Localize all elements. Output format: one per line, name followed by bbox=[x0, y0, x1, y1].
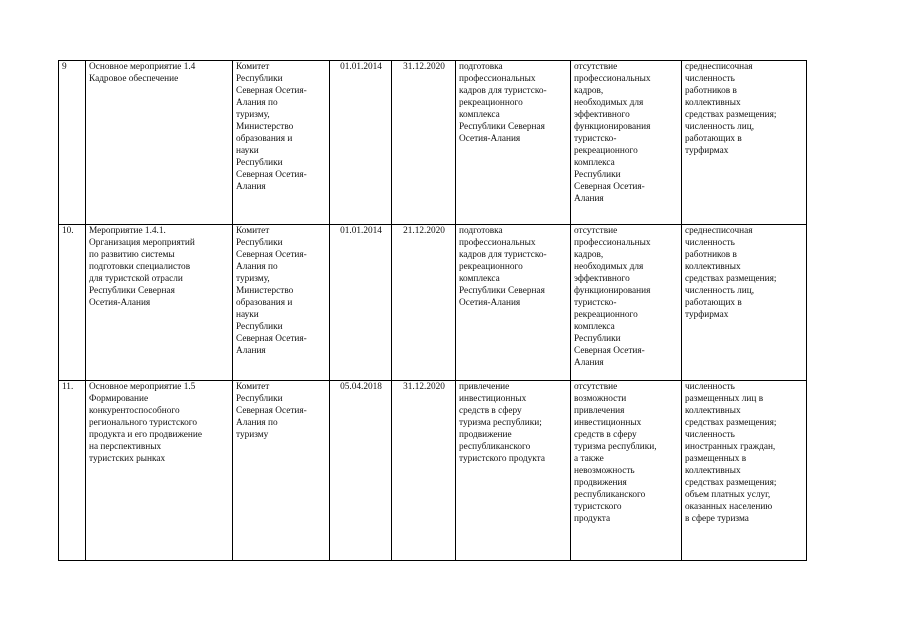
executor-cell-line: Алания bbox=[236, 346, 266, 356]
indicator-cell-line: размещенных в bbox=[685, 454, 747, 464]
consequence-cell-line: комплекса bbox=[574, 158, 615, 168]
executor-cell-line: Алания bbox=[236, 182, 266, 192]
end-date-cell-text: 31.12.2020 bbox=[403, 62, 445, 72]
program-events-table bbox=[58, 60, 807, 561]
indicator-cell-line: средствах размещения; bbox=[685, 418, 777, 428]
executor-cell-line: Северная Осетия- bbox=[236, 406, 307, 416]
executor-cell-line: Северная Осетия- bbox=[236, 170, 307, 180]
indicator-cell-line: размещенных лиц в bbox=[685, 394, 764, 404]
indicator-cell bbox=[682, 61, 807, 225]
consequence-cell-line: невозможность bbox=[574, 466, 635, 476]
consequence-cell-line: туристско- bbox=[574, 134, 617, 144]
indicator-cell-line: в сфере туризма bbox=[685, 514, 749, 524]
row-number-text: 9 bbox=[62, 62, 67, 72]
event-name-cell-line: Формирование bbox=[89, 394, 149, 404]
indicator-cell-line: численность bbox=[685, 238, 735, 248]
event-name-cell-line: регионального туристского bbox=[89, 418, 198, 428]
executor-cell-line: Министерство bbox=[236, 286, 294, 296]
indicator-cell-line: численность лиц, bbox=[685, 286, 755, 296]
executor-cell-line: науки bbox=[236, 146, 259, 156]
executor-cell bbox=[233, 61, 330, 225]
consequence-cell-line: Алания bbox=[574, 358, 604, 368]
consequence-cell-line: эффективного bbox=[574, 274, 630, 284]
executor-cell-line: Алания по bbox=[236, 418, 278, 428]
consequence-cell-line: республиканского bbox=[574, 490, 646, 500]
expected-result-cell-line: подготовка bbox=[459, 62, 503, 72]
indicator-cell-line: среднесписочная bbox=[685, 226, 753, 236]
consequence-cell-line: Северная Осетия- bbox=[574, 182, 645, 192]
consequence-cell-line: Северная Осетия- bbox=[574, 346, 645, 356]
table-body bbox=[59, 61, 807, 561]
row-number-text: 11. bbox=[62, 382, 74, 392]
indicator-cell bbox=[682, 225, 807, 381]
consequence-cell-line: Республики bbox=[574, 170, 621, 180]
expected-result-cell-line: кадров для туристско- bbox=[459, 86, 547, 96]
event-name-cell-line: Кадровое обеспечение bbox=[89, 74, 179, 84]
expected-result-cell-line: республиканского bbox=[459, 442, 531, 452]
indicator-cell-line: турфирмах bbox=[685, 146, 729, 156]
indicator-cell-line: работающих в bbox=[685, 134, 742, 144]
expected-result-cell-line: Осетия-Алания bbox=[459, 134, 521, 144]
executor-cell bbox=[233, 381, 330, 561]
expected-result-cell-line: профессиональных bbox=[459, 238, 536, 248]
consequence-cell-line: кадров, bbox=[574, 86, 604, 96]
indicator-cell-line: работающих в bbox=[685, 298, 742, 308]
indicator-cell-line: коллективных bbox=[685, 466, 741, 476]
expected-result-cell-line: Республики Северная bbox=[459, 122, 545, 132]
consequence-cell-line: кадров, bbox=[574, 250, 604, 260]
expected-result-cell-line: туризма республики; bbox=[459, 418, 542, 428]
executor-cell-line: туризму bbox=[236, 430, 269, 440]
consequence-cell-line: туристского bbox=[574, 502, 622, 512]
expected-result-cell bbox=[456, 225, 571, 381]
start-date-cell-text: 05.04.2018 bbox=[340, 382, 382, 392]
indicator-cell-line: работников в bbox=[685, 250, 737, 260]
indicator-cell-line: средствах размещения; bbox=[685, 274, 777, 284]
executor-cell-line: Северная Осетия- bbox=[236, 250, 307, 260]
indicator-cell-line: численность bbox=[685, 74, 735, 84]
row-number bbox=[59, 61, 86, 225]
event-name-cell-line: на перспективных bbox=[89, 442, 162, 452]
executor-cell-line: Министерство bbox=[236, 122, 294, 132]
consequence-cell-line: рекреационного bbox=[574, 146, 638, 156]
event-name-cell-line: конкурентоспособного bbox=[89, 406, 180, 416]
end-date-cell-text: 31.12.2020 bbox=[403, 382, 445, 392]
event-name-cell bbox=[86, 61, 233, 225]
consequence-cell-line: отсутствие bbox=[574, 226, 618, 236]
indicator-cell-line: численность bbox=[685, 382, 735, 392]
start-date-cell bbox=[330, 61, 392, 225]
start-date-cell-text: 01.01.2014 bbox=[340, 226, 382, 236]
indicator-cell-line: средствах размещения; bbox=[685, 478, 777, 488]
event-name-cell-line: Основное мероприятие 1.5 bbox=[89, 382, 196, 392]
consequence-cell bbox=[571, 381, 682, 561]
table-row bbox=[59, 381, 807, 561]
executor-cell-line: туризму, bbox=[236, 274, 270, 284]
consequence-cell-line: отсутствие bbox=[574, 62, 618, 72]
indicator-cell-line: оказанных населению bbox=[685, 502, 773, 512]
consequence-cell-line: функционирования bbox=[574, 122, 651, 132]
consequence-cell-line: продвижения bbox=[574, 478, 627, 488]
event-name-cell-line: по развитию системы bbox=[89, 250, 175, 260]
indicator-cell bbox=[682, 381, 807, 561]
consequence-cell-line: Алания bbox=[574, 194, 604, 204]
consequence-cell-line: функционирования bbox=[574, 286, 651, 296]
executor-cell-line: Северная Осетия- bbox=[236, 334, 307, 344]
expected-result-cell bbox=[456, 381, 571, 561]
end-date-cell bbox=[392, 381, 456, 561]
expected-result-cell-line: рекреационного bbox=[459, 98, 523, 108]
expected-result-cell-line: средств в сферу bbox=[459, 406, 522, 416]
start-date-cell-text: 01.01.2014 bbox=[340, 62, 382, 72]
consequence-cell-line: привлечения bbox=[574, 406, 625, 416]
expected-result-cell-line: кадров для туристско- bbox=[459, 250, 547, 260]
consequence-cell-line: профессиональных bbox=[574, 238, 651, 248]
start-date-cell bbox=[330, 225, 392, 381]
indicator-cell-line: численность bbox=[685, 430, 735, 440]
expected-result-cell-line: комплекса bbox=[459, 110, 500, 120]
consequence-cell-line: Республики bbox=[574, 334, 621, 344]
expected-result-cell-line: комплекса bbox=[459, 274, 500, 284]
row-number bbox=[59, 381, 86, 561]
consequence-cell-line: туристско- bbox=[574, 298, 617, 308]
indicator-cell-line: численность лиц, bbox=[685, 122, 755, 132]
executor-cell-line: Республики bbox=[236, 394, 283, 404]
event-name-cell-line: для туристской отрасли bbox=[89, 274, 183, 284]
event-name-cell-line: Мероприятие 1.4.1. bbox=[89, 226, 166, 236]
row-number-text: 10. bbox=[62, 226, 74, 236]
consequence-cell-line: отсутствие bbox=[574, 382, 618, 392]
expected-result-cell-line: Осетия-Алания bbox=[459, 298, 521, 308]
indicator-cell-line: коллективных bbox=[685, 98, 741, 108]
executor-cell-line: Комитет bbox=[236, 62, 270, 72]
expected-result-cell-line: привлечение bbox=[459, 382, 510, 392]
event-name-cell-line: Основное мероприятие 1.4 bbox=[89, 62, 196, 72]
start-date-cell bbox=[330, 381, 392, 561]
executor-cell-line: Северная Осетия- bbox=[236, 86, 307, 96]
event-name-cell-line: Организация мероприятий bbox=[89, 238, 195, 248]
executor-cell-line: Республики bbox=[236, 158, 283, 168]
event-name-cell-line: Осетия-Алания bbox=[89, 298, 151, 308]
indicator-cell-line: объем платных услуг, bbox=[685, 490, 771, 500]
event-name-cell bbox=[86, 381, 233, 561]
consequence-cell-line: инвестиционных bbox=[574, 418, 642, 428]
row-number bbox=[59, 225, 86, 381]
event-name-cell-line: Республики Северная bbox=[89, 286, 175, 296]
consequence-cell-line: комплекса bbox=[574, 322, 615, 332]
expected-result-cell-line: подготовка bbox=[459, 226, 503, 236]
indicator-cell-line: средствах размещения; bbox=[685, 110, 777, 120]
consequence-cell-line: туризма республики, bbox=[574, 442, 657, 452]
event-name-cell-line: туристских рынках bbox=[89, 454, 166, 464]
executor-cell-line: Республики bbox=[236, 74, 283, 84]
executor-cell-line: Алания по bbox=[236, 98, 278, 108]
indicator-cell-line: коллективных bbox=[685, 406, 741, 416]
consequence-cell-line: возможности bbox=[574, 394, 627, 404]
indicator-cell-line: турфирмах bbox=[685, 310, 729, 320]
end-date-cell bbox=[392, 225, 456, 381]
executor-cell-line: науки bbox=[236, 310, 259, 320]
expected-result-cell-line: продвижение bbox=[459, 430, 512, 440]
executor-cell-line: образования и bbox=[236, 298, 293, 308]
expected-result-cell-line: Республики Северная bbox=[459, 286, 545, 296]
consequence-cell bbox=[571, 61, 682, 225]
executor-cell bbox=[233, 225, 330, 381]
indicator-cell-line: иностранных граждан, bbox=[685, 442, 776, 452]
executor-cell-line: Комитет bbox=[236, 226, 270, 236]
expected-result-cell bbox=[456, 61, 571, 225]
indicator-cell-line: коллективных bbox=[685, 262, 741, 272]
expected-result-cell-line: туристского продукта bbox=[459, 454, 545, 464]
executor-cell-line: туризму, bbox=[236, 110, 270, 120]
event-name-cell-line: подготовки специалистов bbox=[89, 262, 191, 272]
indicator-cell-line: работников в bbox=[685, 86, 737, 96]
event-name-cell-line: продукта и его продвижение bbox=[89, 430, 202, 440]
consequence-cell-line: профессиональных bbox=[574, 74, 651, 84]
table-row bbox=[59, 61, 807, 225]
consequence-cell-line: необходимых для bbox=[574, 98, 644, 108]
consequence-cell bbox=[571, 225, 682, 381]
end-date-cell-text: 21.12.2020 bbox=[403, 226, 445, 236]
table-row bbox=[59, 225, 807, 381]
executor-cell-line: Комитет bbox=[236, 382, 270, 392]
expected-result-cell-line: рекреационного bbox=[459, 262, 523, 272]
expected-result-cell-line: профессиональных bbox=[459, 74, 536, 84]
consequence-cell-line: рекреационного bbox=[574, 310, 638, 320]
end-date-cell bbox=[392, 61, 456, 225]
consequence-cell-line: продукта bbox=[574, 514, 611, 524]
consequence-cell-line: средств в сферу bbox=[574, 430, 637, 440]
executor-cell-line: Республики bbox=[236, 238, 283, 248]
indicator-cell-line: среднесписочная bbox=[685, 62, 753, 72]
expected-result-cell-line: инвестиционных bbox=[459, 394, 527, 404]
consequence-cell-line: эффективного bbox=[574, 110, 630, 120]
executor-cell-line: образования и bbox=[236, 134, 293, 144]
event-name-cell bbox=[86, 225, 233, 381]
consequence-cell-line: необходимых для bbox=[574, 262, 644, 272]
executor-cell-line: Алания по bbox=[236, 262, 278, 272]
executor-cell-line: Республики bbox=[236, 322, 283, 332]
consequence-cell-line: а также bbox=[574, 454, 604, 464]
